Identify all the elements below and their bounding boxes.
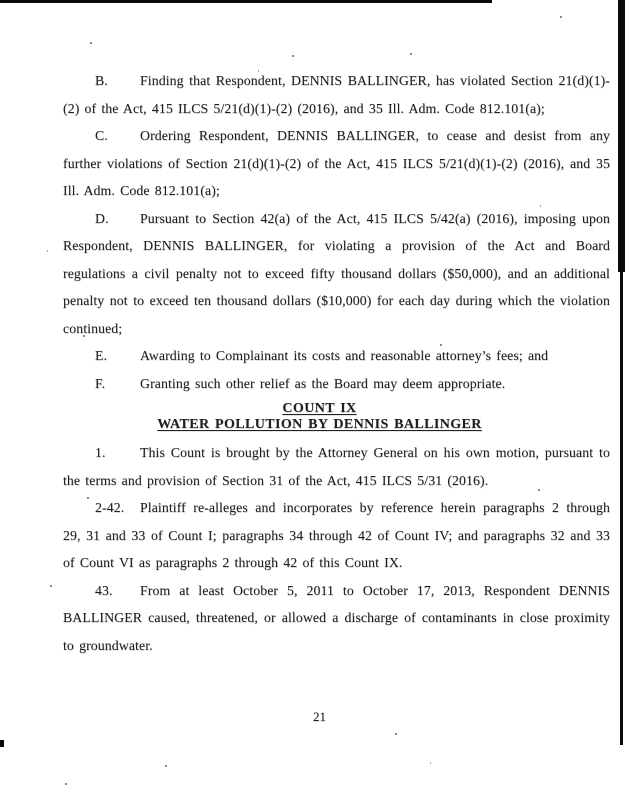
count-title-heading: WATER POLLUTION BY DENNIS BALLINGER bbox=[157, 416, 482, 432]
paragraph-label: D. bbox=[95, 210, 109, 226]
scan-artifact-right-bar bbox=[618, 0, 625, 272]
count-paragraph-1 bbox=[63, 439, 610, 494]
scan-speck bbox=[50, 585, 52, 587]
paragraph-label: 1. bbox=[95, 445, 106, 460]
count-ix-heading bbox=[63, 401, 576, 432]
scan-speck bbox=[65, 783, 67, 785]
prayer-item-f bbox=[63, 370, 610, 398]
scan-speck bbox=[165, 765, 167, 767]
prayer-item-c bbox=[63, 122, 610, 205]
scan-speck bbox=[90, 42, 92, 44]
scan-speck bbox=[560, 16, 562, 18]
scan-speck bbox=[430, 762, 431, 764]
page-number: 21 bbox=[313, 709, 326, 724]
paragraph-text: Pursuant to Section 42(a) of the Act, 415 ILCS 5/42(a) (2016), imposing upon Respondent, DENNIS BALLINGER, for violating a provision of the Act and Board regulations a civil penalty not to exceed fifty thousand dollars ($50,000), and an additional penalty not to exceed ten thousand dollars ($10,000) for each day during which the violation continued; bbox=[63, 210, 610, 336]
paragraph-label: 2-42. bbox=[95, 500, 125, 515]
scan-artifact-top-line bbox=[0, 0, 492, 3]
scan-speck bbox=[292, 55, 294, 57]
count-paragraph-43 bbox=[63, 577, 610, 660]
paragraph-text: Awarding to Complainant its costs and reasonable attorney’s fees; and bbox=[140, 348, 549, 363]
paragraph-label: F. bbox=[95, 375, 106, 391]
prayer-item-d bbox=[63, 205, 610, 343]
scan-artifact-right-bar bbox=[620, 272, 623, 745]
paragraph-text: This Count is brought by the Attorney General on his own motion, pursuant to the terms and provision of Section 31 of the Act, 415 ILCS 5/31 (2016). bbox=[63, 445, 610, 488]
paragraph-label: E. bbox=[95, 348, 108, 363]
paragraph-label: B. bbox=[95, 73, 108, 88]
count-number-heading: COUNT IX bbox=[282, 401, 357, 416]
document-body bbox=[63, 67, 610, 659]
prayer-item-e bbox=[63, 342, 610, 370]
paragraph-text: Plaintiff re-alleges and incorporates by reference herein paragraphs 2 through 29, 31 and 33 of Count I; paragraphs 34 through 42 of Count IV; and paragraphs 32 and 33 of Count VI as paragraphs 2 through 42 of this Count IX. bbox=[63, 500, 610, 570]
paragraph-text: From at least October 5, 2011 to October 17, 2013, Respondent DENNIS BALLINGER caused, threatened, or allowed a discharge of contaminants in close proximity to groundwater. bbox=[63, 582, 610, 653]
paragraph-text: Ordering Respondent, DENNIS BALLINGER, to cease and desist from any further violations of Section 21(d)(1)-(2) of the Act, 415 ILCS 5/21(d)(1)-(2) (2016), and 35 Ill. Adm. Code 812.101(a); bbox=[63, 128, 610, 198]
count-paragraph-2-42 bbox=[63, 494, 610, 577]
paragraph-label: C. bbox=[95, 128, 108, 143]
paragraph-text: Granting such other relief as the Board may deem appropriate. bbox=[140, 375, 506, 391]
scan-speck bbox=[395, 733, 397, 735]
paragraph-label: 43. bbox=[95, 582, 113, 598]
paragraph-text: Finding that Respondent, DENNIS BALLINGER, has violated Section 21(d)(1)-(2) of the Act, 415 ILCS 5/21(d)(1)-(2) (2016), and 35 Ill. Adm. Code 812.101(a); bbox=[63, 73, 610, 116]
prayer-item-b bbox=[63, 67, 610, 122]
scan-speck bbox=[410, 53, 412, 55]
scan-speck bbox=[47, 250, 48, 252]
scan-artifact-left-tick bbox=[0, 740, 4, 747]
